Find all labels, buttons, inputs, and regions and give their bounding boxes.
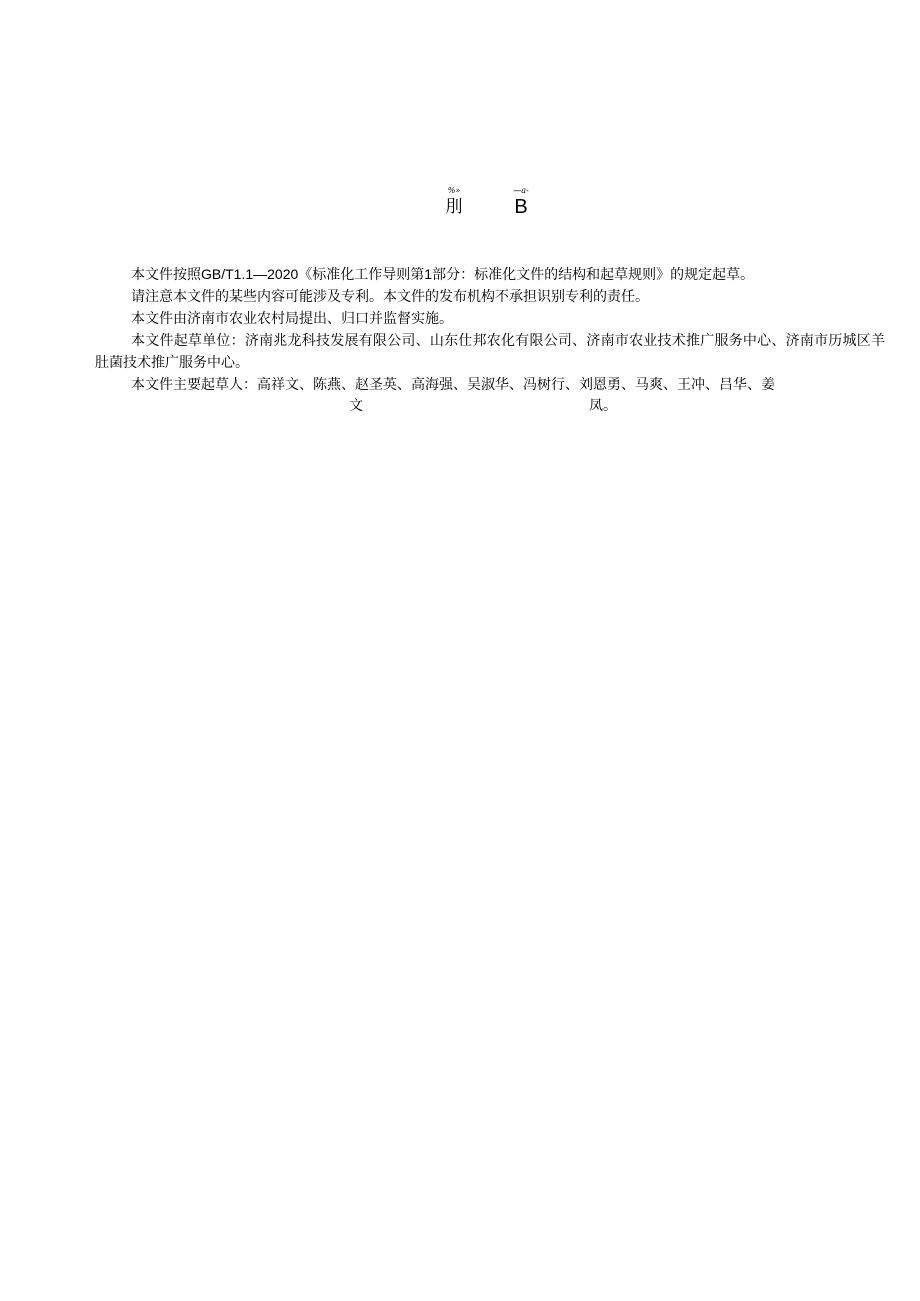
heading-left-glyph: 刖 — [445, 197, 463, 217]
part-number: 1 — [424, 266, 433, 282]
standard-code: GB/T1.1—2020 — [201, 266, 299, 282]
paragraph-drafting-rules — [95, 263, 885, 286]
heading-left-small-mark: %» — [447, 186, 461, 195]
paragraph-patent-notice: 请注意本文件的某些内容可能涉及专利。本文件的发布机构不承担识别专利的责任。 — [131, 289, 649, 305]
paragraph-drafting-units: 本文件起草单位：济南兆龙科技发展有限公司、山东仕邦农化有限公司、济南市农业技术推广服务中心、济南市历城区羊肚菌技术推广服务中心。 — [95, 333, 885, 371]
heading-right-small-mark: —a- — [513, 186, 529, 195]
heading-right-glyph: B — [514, 196, 528, 218]
foreword-heading — [0, 186, 920, 226]
drafters-tail-row — [95, 396, 885, 416]
paragraph-drafters: 本文件主要起草人：高祥文、陈燕、赵圣英、高海强、吴淑华、冯树行、刘恩勇、马爽、王冲、吕华、姜 — [131, 377, 775, 393]
drafters-tail-a: 文 — [349, 398, 363, 414]
paragraph-proposer: 本文件由济南市农业农村局提出、归口并监督实施。 — [131, 311, 453, 327]
drafters-tail-b: 凤。 — [589, 398, 617, 414]
heading-left-part — [436, 186, 472, 218]
p1-text-after: 部分：标准化文件的结构和起草规则》的规定起草。 — [432, 267, 755, 283]
heading-right-part — [506, 186, 536, 218]
p1-text-before: 本文件按照 — [131, 267, 201, 283]
foreword-body — [95, 263, 885, 416]
p1-text-mid: 《标准化工作导则第 — [298, 267, 425, 283]
